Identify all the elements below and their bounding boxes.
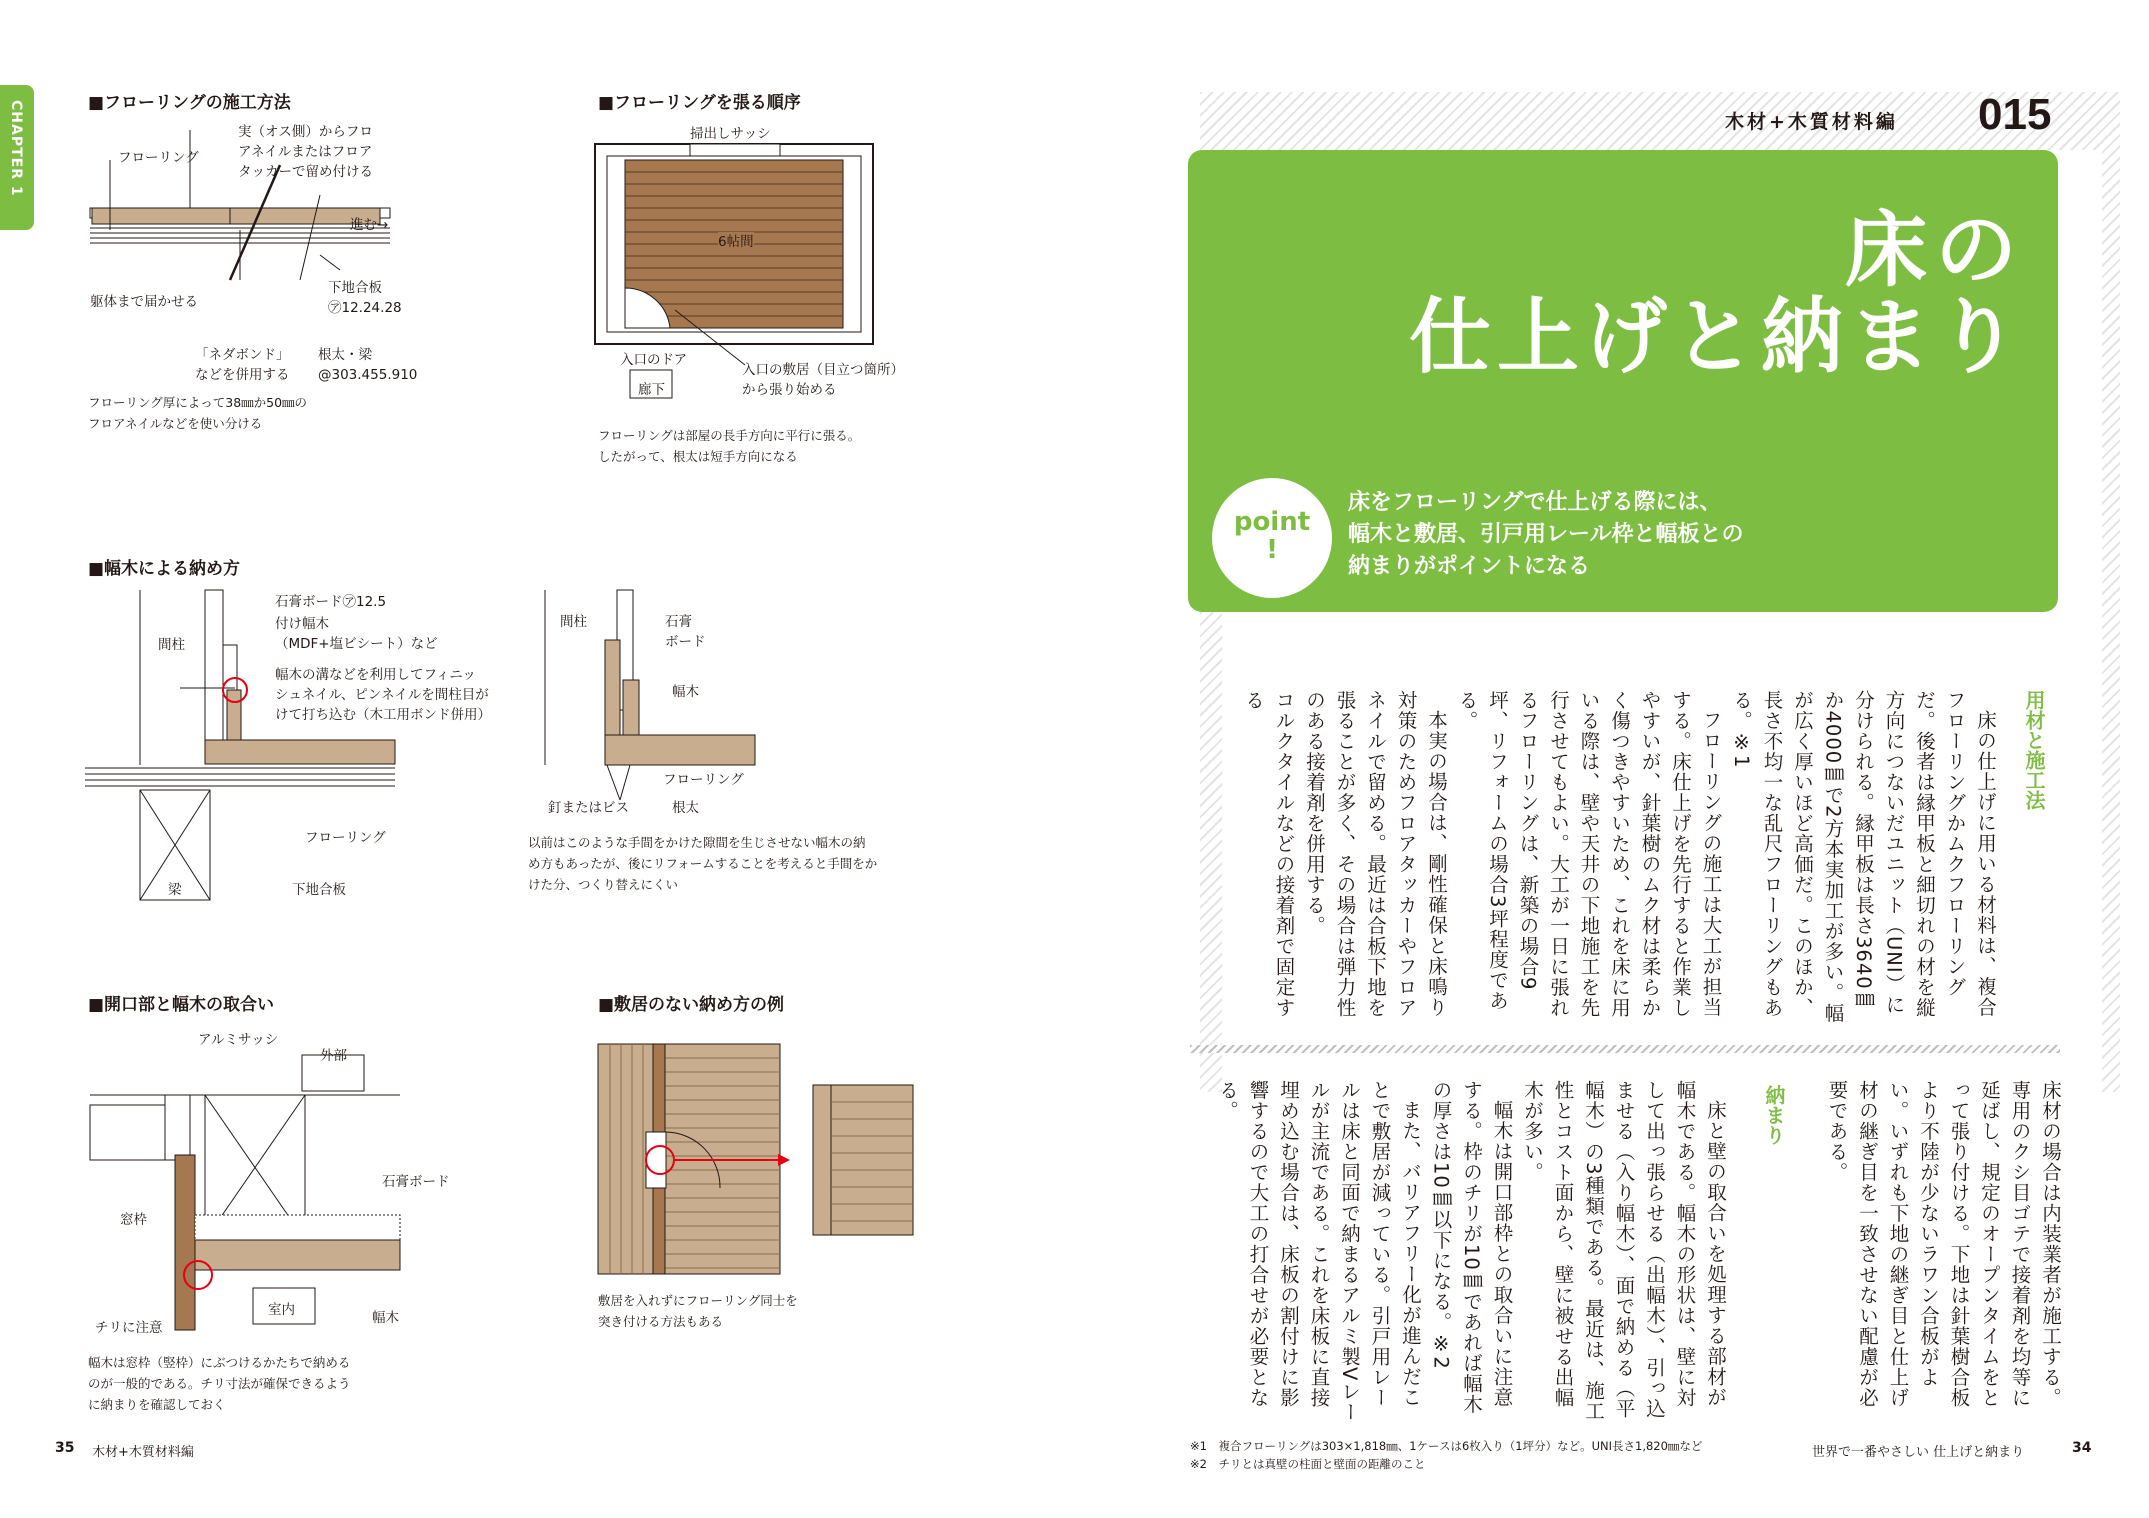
label-flooring: フローリング bbox=[118, 150, 199, 166]
label-nail-note: 幅木の溝などを利用してフィニッ シュネイル、ピンネイルを間柱目が けて打ち込む（木工用ボンド併用） bbox=[275, 667, 491, 723]
paragraph: 床の仕上げに用いる材料は、複合フローリングかムクフローリングだ。後者は縁甲板と細切れの材を縦方向につないだユニット（UNI）に分けられる。縁甲板は長さ3640㎜か4000㎜で2方本実加工が多い。幅が広く厚いほど高価だ。このほか、長さ不均一な乱尺フローリングもある。※1 bbox=[1730, 690, 1997, 1024]
paragraph: 床と壁の取合いを処理する部材が幅木である。幅木の形状は、壁に対して出っ張らせる（出幅木）、引っ込ませる（入り幅木）、面で納める（平幅木）の3種類である。最近は、施工性とコスト面から、壁に被せる出幅木が多い。 bbox=[1521, 1080, 1727, 1422]
footnote-1: ※1 複合フローリングは303×1,818㎜、1ケースは6枚入り（1坪分）など。UNI長さ1,820㎜など bbox=[1190, 1439, 1703, 1453]
title-line-1: 床の bbox=[1844, 203, 2025, 298]
paragraph: 本実の場合は、剛性確保と床鳴り対策のためフロアタッカーやフロアネイルで留める。最近は合板下地を張ることが多く、その場合は弾力性のある接着剤を併用する。 bbox=[1303, 690, 1448, 1018]
label-baseboard-3: 幅木 bbox=[372, 1310, 399, 1326]
label-room: 6帖間 bbox=[718, 234, 754, 250]
label-corridor: 廊下 bbox=[638, 382, 665, 398]
body-text-upper bbox=[1185, 690, 2000, 1030]
paragraph: 床材の場合は内装業者が施工する。専用のクシ目ゴテで接着剤を均等に延ばし、規定のオープンタイムをとって張り付ける。下地は針葉樹合板より不陸が少ないラワン合板がよい。いずれも下地の継ぎ目と仕上げ材の継ぎ目を一致させない配慮が必要である。 bbox=[1825, 1080, 2062, 1408]
label-start: 入口の敷居（目立つ箇所） から張り始める bbox=[742, 362, 904, 398]
label-post-2: 間柱 bbox=[560, 614, 587, 630]
footnote-2: ※2 チリとは真壁の柱面と壁面の距離のこと bbox=[1190, 1457, 1426, 1471]
label-joist-2: 根太 bbox=[672, 800, 699, 816]
section-title-laying-order: ■フローリングを張る順序 bbox=[598, 93, 801, 113]
label-inside: 室内 bbox=[268, 1302, 295, 1318]
category-label: 木材+木質材料編 bbox=[1725, 111, 1898, 133]
label-outside: 外部 bbox=[320, 1048, 347, 1064]
right-page-number: 34 bbox=[2072, 1440, 2092, 1456]
body-text-lower-pre bbox=[1795, 1080, 2065, 1425]
label-gap: チリに注意 bbox=[95, 1320, 163, 1336]
label-nail: 釘またはビス bbox=[548, 800, 629, 816]
label-direction: 進む→ bbox=[350, 217, 389, 233]
label-baseboard-2: 幅木 bbox=[672, 684, 699, 700]
label-tongue: 実（オス側）からフロ アネイルまたはフロア タッカーで留め付ける bbox=[238, 124, 373, 180]
label-subfloor-2: 下地合板 bbox=[292, 882, 346, 898]
label-gypsum: 石膏ボード㋐12.5 bbox=[275, 594, 387, 610]
article-number: 015 bbox=[1978, 90, 2052, 139]
caption-baseboard-old: 以前はこのような手間をかけた隙間を生じさせない幅木の納 め方もあったが、後にリフォームすることを考えると手間をか けた分、つくり替えにくい bbox=[528, 835, 878, 892]
left-footer-section: 木材+木質材料編 bbox=[92, 1445, 194, 1460]
label-gypsum-3: 石膏ボード bbox=[382, 1174, 450, 1190]
section-heading-details: 納まり bbox=[1762, 1085, 1786, 1145]
caption-flooring-method: フローリング厚によって38㎜か50㎜の フロアネイルなどを使い分ける bbox=[88, 395, 308, 431]
label-flooring-3: フローリング bbox=[663, 772, 744, 788]
label-sash-2: アルミサッシ bbox=[198, 1032, 279, 1048]
body-text-lower bbox=[1190, 1080, 1730, 1425]
caption-laying-order: フローリングは部屋の長手方向に平行に張る。 したがって、根太は短手方向になる bbox=[598, 428, 861, 464]
section-title-opening: ■開口部と幅木の取合い bbox=[88, 995, 275, 1015]
no-sill-diagram bbox=[598, 1040, 958, 1280]
label-reach: 躯体まで届かせる bbox=[90, 294, 198, 310]
label-door: 入口のドア bbox=[620, 352, 688, 368]
caption-no-sill: 敷居を入れずにフローリング同士を 突き付ける方法もある bbox=[598, 1293, 798, 1329]
label-subfloor: 下地合板 ㋐12.24.28 bbox=[328, 280, 402, 316]
label-beam: 梁 bbox=[168, 882, 182, 898]
label-post: 間柱 bbox=[158, 637, 185, 653]
label-sash: 掃出しサッシ bbox=[690, 126, 771, 142]
label-flooring-2: フローリング bbox=[305, 830, 386, 846]
paragraph: フローリングの施工は大工が担当する。床仕上げを先行すると作業しやすいが、針葉樹のムク材は柔らかく傷つきやすいため、これを床に用いる際は、壁や天井の下地施工を先行させてもよい。大工が一日に張れるフローリングは、新築の場合9坪、リフォームの場合3坪程度である。 bbox=[1455, 690, 1723, 1018]
left-page-number: 35 bbox=[55, 1440, 75, 1456]
point-text: 床をフローリングで仕上げる際には、 幅木と敷居、引戸用レール枠と幅板との 納まりがポイントになる bbox=[1348, 490, 1744, 579]
label-bond: 「ネダボンド」 などを併用する bbox=[195, 347, 290, 383]
section-title-flooring-method: ■フローリングの施工方法 bbox=[88, 93, 291, 113]
section-title-no-sill: ■敷居のない納め方の例 bbox=[598, 995, 785, 1015]
right-footer-book: 世界で一番やさしい 仕上げと納まり bbox=[1812, 1445, 2025, 1460]
label-frame: 窓枠 bbox=[120, 1212, 147, 1228]
section-divider bbox=[1190, 1045, 2060, 1053]
chapter-tab-label: CHAPTER 1 bbox=[8, 100, 24, 197]
title-line-2: 仕上げと納まり bbox=[1408, 290, 2025, 385]
paragraph: 幅木は開口部枠との取合いに注意する。枠のチリが10㎜であれば幅木の厚さは10㎜以下になる。※2 bbox=[1429, 1080, 1514, 1415]
paragraph: コルクタイルなどの接着剤で固定する bbox=[1242, 690, 1296, 1018]
section-heading-materials: 用材と施工法 bbox=[2022, 690, 2046, 810]
paragraph: また、バリアフリー化が進んだことで敷居が減っている。引戸用レールは床と同面で納まるアルミ製Vレールが主流である。これを床板に直接埋め込む場合は、床板の割付けに影響するので大工の打合せが必要となる。 bbox=[1216, 1080, 1422, 1423]
label-joist: 根太・梁 @303.455.910 bbox=[318, 347, 418, 383]
point-badge-label: point ! bbox=[1233, 507, 1311, 565]
opening-diagram bbox=[90, 1035, 410, 1335]
label-attached: 付け幅木 （MDF+塩ビシート）など bbox=[275, 616, 438, 652]
label-gypsum-2: 石膏 ボード bbox=[665, 614, 706, 650]
caption-opening: 幅木は窓枠（竪枠）にぶつけるかたちで納める のが一般的である。チリ寸法が確保できるよう に納まりを確認しておく bbox=[88, 1355, 351, 1412]
section-title-baseboard: ■幅木による納め方 bbox=[88, 559, 241, 579]
